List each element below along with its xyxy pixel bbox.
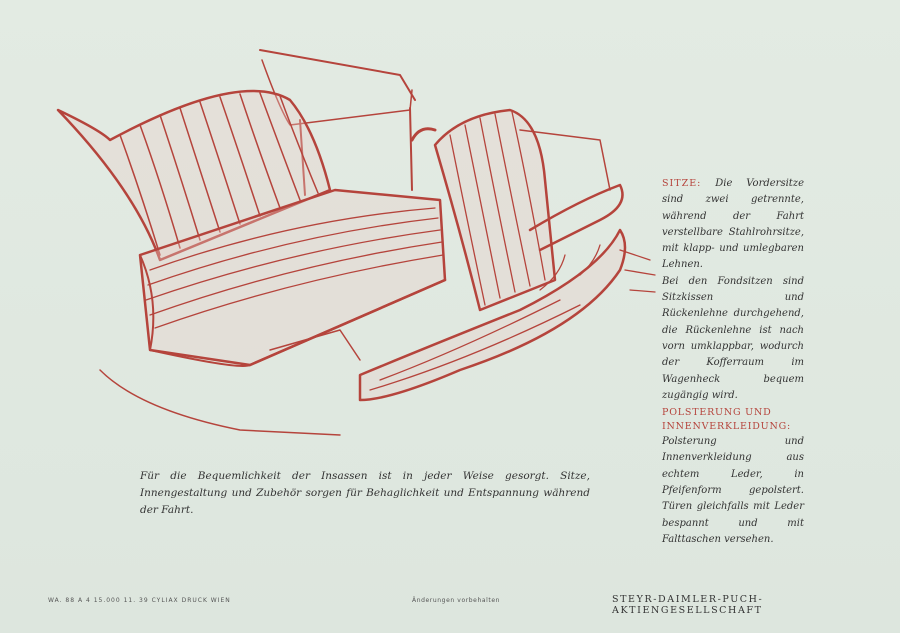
specification-column: [662, 176, 804, 548]
print-imprint: WA. 88 A 4 15.000 11. 39 CYLIAX DRUCK WIEN: [48, 597, 231, 604]
sitze-heading: SITZE:: [662, 178, 702, 189]
sitze-paragraph-2: Bei den Fondsitzen sind Sitzkissen und Rückenlehne durchgehend, die Rückenlehne ist nach vorn umklappbar, wodurch der Kofferraum im Wagenheck bequem zugängig wird.: [662, 275, 804, 401]
company-name: STEYR-DAIMLER-PUCH-AKTIENGESELLSCHAFT: [612, 594, 764, 616]
illustration-caption: Für die Bequemlichkeit der Insassen ist in jeder Weise gesorgt. Sitze, Innengestaltung und Zubehör sorgen für Behaglichkeit und Entspannung während der Fahrt.: [140, 470, 590, 516]
polsterung-text: Polsterung und Innenverkleidung aus echtem Leder, in Pfeifenform gepolstert. Türen gleichfalls mit Leder bespannt und mit Falttaschen versehen.: [662, 436, 804, 545]
polsterung-heading: [662, 406, 804, 434]
changes-reserved-note: Änderungen vorbehalten: [412, 597, 501, 604]
polsterung-heading-line-2: INNENVERKLEIDUNG:: [662, 421, 791, 433]
sitze-paragraph: [662, 176, 804, 274]
car-interior-seat-illustration: [40, 30, 660, 450]
polsterung-heading-line-1: POLSTERUNG UND: [662, 407, 772, 419]
sitze-text-1: Die Vordersitze sind zwei getrennte, während der Fahrt verstellbare Stahlrohrsitze, mit klapp- und umlegbaren Lehnen.: [662, 178, 804, 271]
